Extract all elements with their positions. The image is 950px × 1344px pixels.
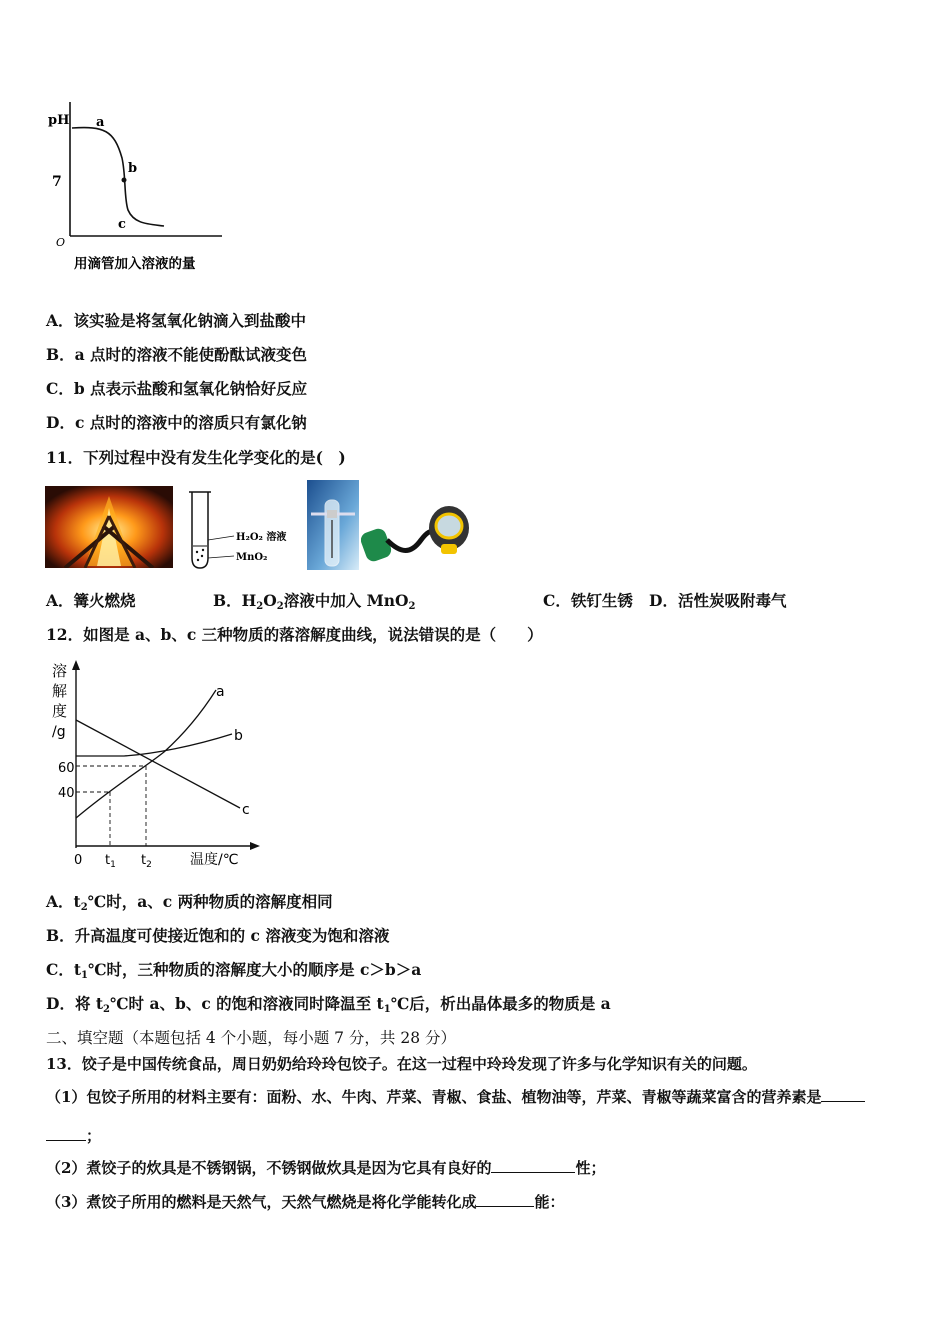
ph-y-label: pH xyxy=(48,113,70,128)
sol-tick-t1: $t_1$ xyxy=(105,853,116,870)
q11-option-c: C．铁钉生锈 xyxy=(543,591,633,610)
section2-heading: 二、填空题（本题包括 4 个小题，每小题 7 分，共 28 分） xyxy=(46,1029,457,1047)
q12-option-c: C．$t_1℃$时，三种物质的溶解度大小的顺序是 c＞b＞a xyxy=(46,960,422,981)
q12-option-b: B．升高温度可使接近饱和的 c 溶液变为饱和溶液 xyxy=(46,926,390,945)
q13-blank-1a[interactable] xyxy=(821,1087,865,1102)
q12-stem: 12．如图是 a、b、c 三种物质的落溶解度曲线，说法错误的是（ ） xyxy=(46,625,543,644)
q11-option-a: A．篝火燃烧 xyxy=(46,591,136,610)
ph-point-b xyxy=(122,178,127,183)
sol-tick-0: 0 xyxy=(74,853,83,868)
sol-x-label: 温度/℃ xyxy=(190,852,239,868)
sol-y-label-1: 溶 xyxy=(52,662,68,680)
q11-stem: 11．下列过程中没有发生化学变化的是( ) xyxy=(46,448,346,467)
q10-option-d: D．c 点时的溶液中的溶质只有氯化钠 xyxy=(46,413,307,432)
q13-blank-1b[interactable] xyxy=(46,1126,86,1141)
q13-part1: （1）包饺子所用的材料主要有：面粉、水、牛肉、芹菜、青椒、食盐、植物油等，芹菜、青椒等蔬菜富含的营养素是 xyxy=(46,1087,865,1107)
sol-tick-60: 60 xyxy=(58,761,75,776)
q10-option-b: B．a 点时的溶液不能使酚酞试液变色 xyxy=(46,345,308,364)
gas-mask-image xyxy=(361,500,473,564)
test-tube-image xyxy=(184,490,302,570)
bonfire-image xyxy=(45,486,173,568)
q11-option-b: B．$H_2O_2$溶液中加入 MnO$_2$ xyxy=(213,591,416,612)
sol-tick-t2: $t_2$ xyxy=(141,853,152,870)
q11-option-d: D．活性炭吸附毒气 xyxy=(649,591,787,610)
ph-point-b-label: b xyxy=(128,161,138,176)
sol-y-label-2: 解 xyxy=(52,682,68,700)
series-a-label: a xyxy=(216,684,225,700)
sol-y-label-4: /g xyxy=(52,724,66,740)
ph-x-label: 用滴管加入溶液的量 xyxy=(74,256,196,272)
series-c-line xyxy=(76,720,240,808)
h2o2-label: H₂O₂ 溶液 xyxy=(236,532,287,543)
ph-curve xyxy=(72,128,164,226)
ph-origin: O xyxy=(56,236,66,249)
q13-blank-2[interactable] xyxy=(491,1158,575,1173)
q13-part3: （3）煮饺子所用的燃料是天然气，天然气燃烧是将化学能转化成 能： xyxy=(46,1193,565,1211)
sol-y-arrow xyxy=(72,660,80,670)
sol-x-arrow xyxy=(250,842,260,850)
series-b-line xyxy=(76,734,232,756)
q10-option-c: C．b 点表示盐酸和氢氧化钠恰好反应 xyxy=(46,379,308,398)
q10-option-a: A．该实验是将氢氧化钠滴入到盐酸中 xyxy=(46,311,307,330)
series-b-label: b xyxy=(234,728,243,744)
solubility-chart xyxy=(44,656,274,876)
sol-y-label-3: 度 xyxy=(52,702,68,720)
mno2-label: MnO₂ xyxy=(236,552,268,563)
q13-stem: 13．饺子是中国传统食品，周日奶奶给玲玲包饺子。在这一过程中玲玲发现了许多与化学知识有关的问题。 xyxy=(46,1055,757,1073)
q13-part2: （2）煮饺子的炊具是不锈钢锅，不锈钢做炊具是因为它具有良好的 性； xyxy=(46,1159,606,1177)
ph-point-c-label: c xyxy=(118,217,126,232)
q13-blank-3[interactable] xyxy=(476,1192,534,1207)
ph-y-tick: 7 xyxy=(52,174,62,190)
series-c-label: c xyxy=(242,802,250,818)
ph-point-a-label: a xyxy=(96,115,105,130)
q12-option-a: A．$t_2℃$时，a、c 两种物质的溶解度相同 xyxy=(46,892,333,913)
sol-tick-40: 40 xyxy=(58,786,75,801)
q13-part1-cont: ； xyxy=(46,1126,101,1146)
iron-nail-image xyxy=(307,480,359,570)
ph-curve-figure xyxy=(44,98,234,278)
q12-option-d: D．将 $t_2℃$时 a、b、c 的饱和溶液同时降温至 $t_1℃$后，析出晶体最多的物质是 a xyxy=(46,994,611,1015)
